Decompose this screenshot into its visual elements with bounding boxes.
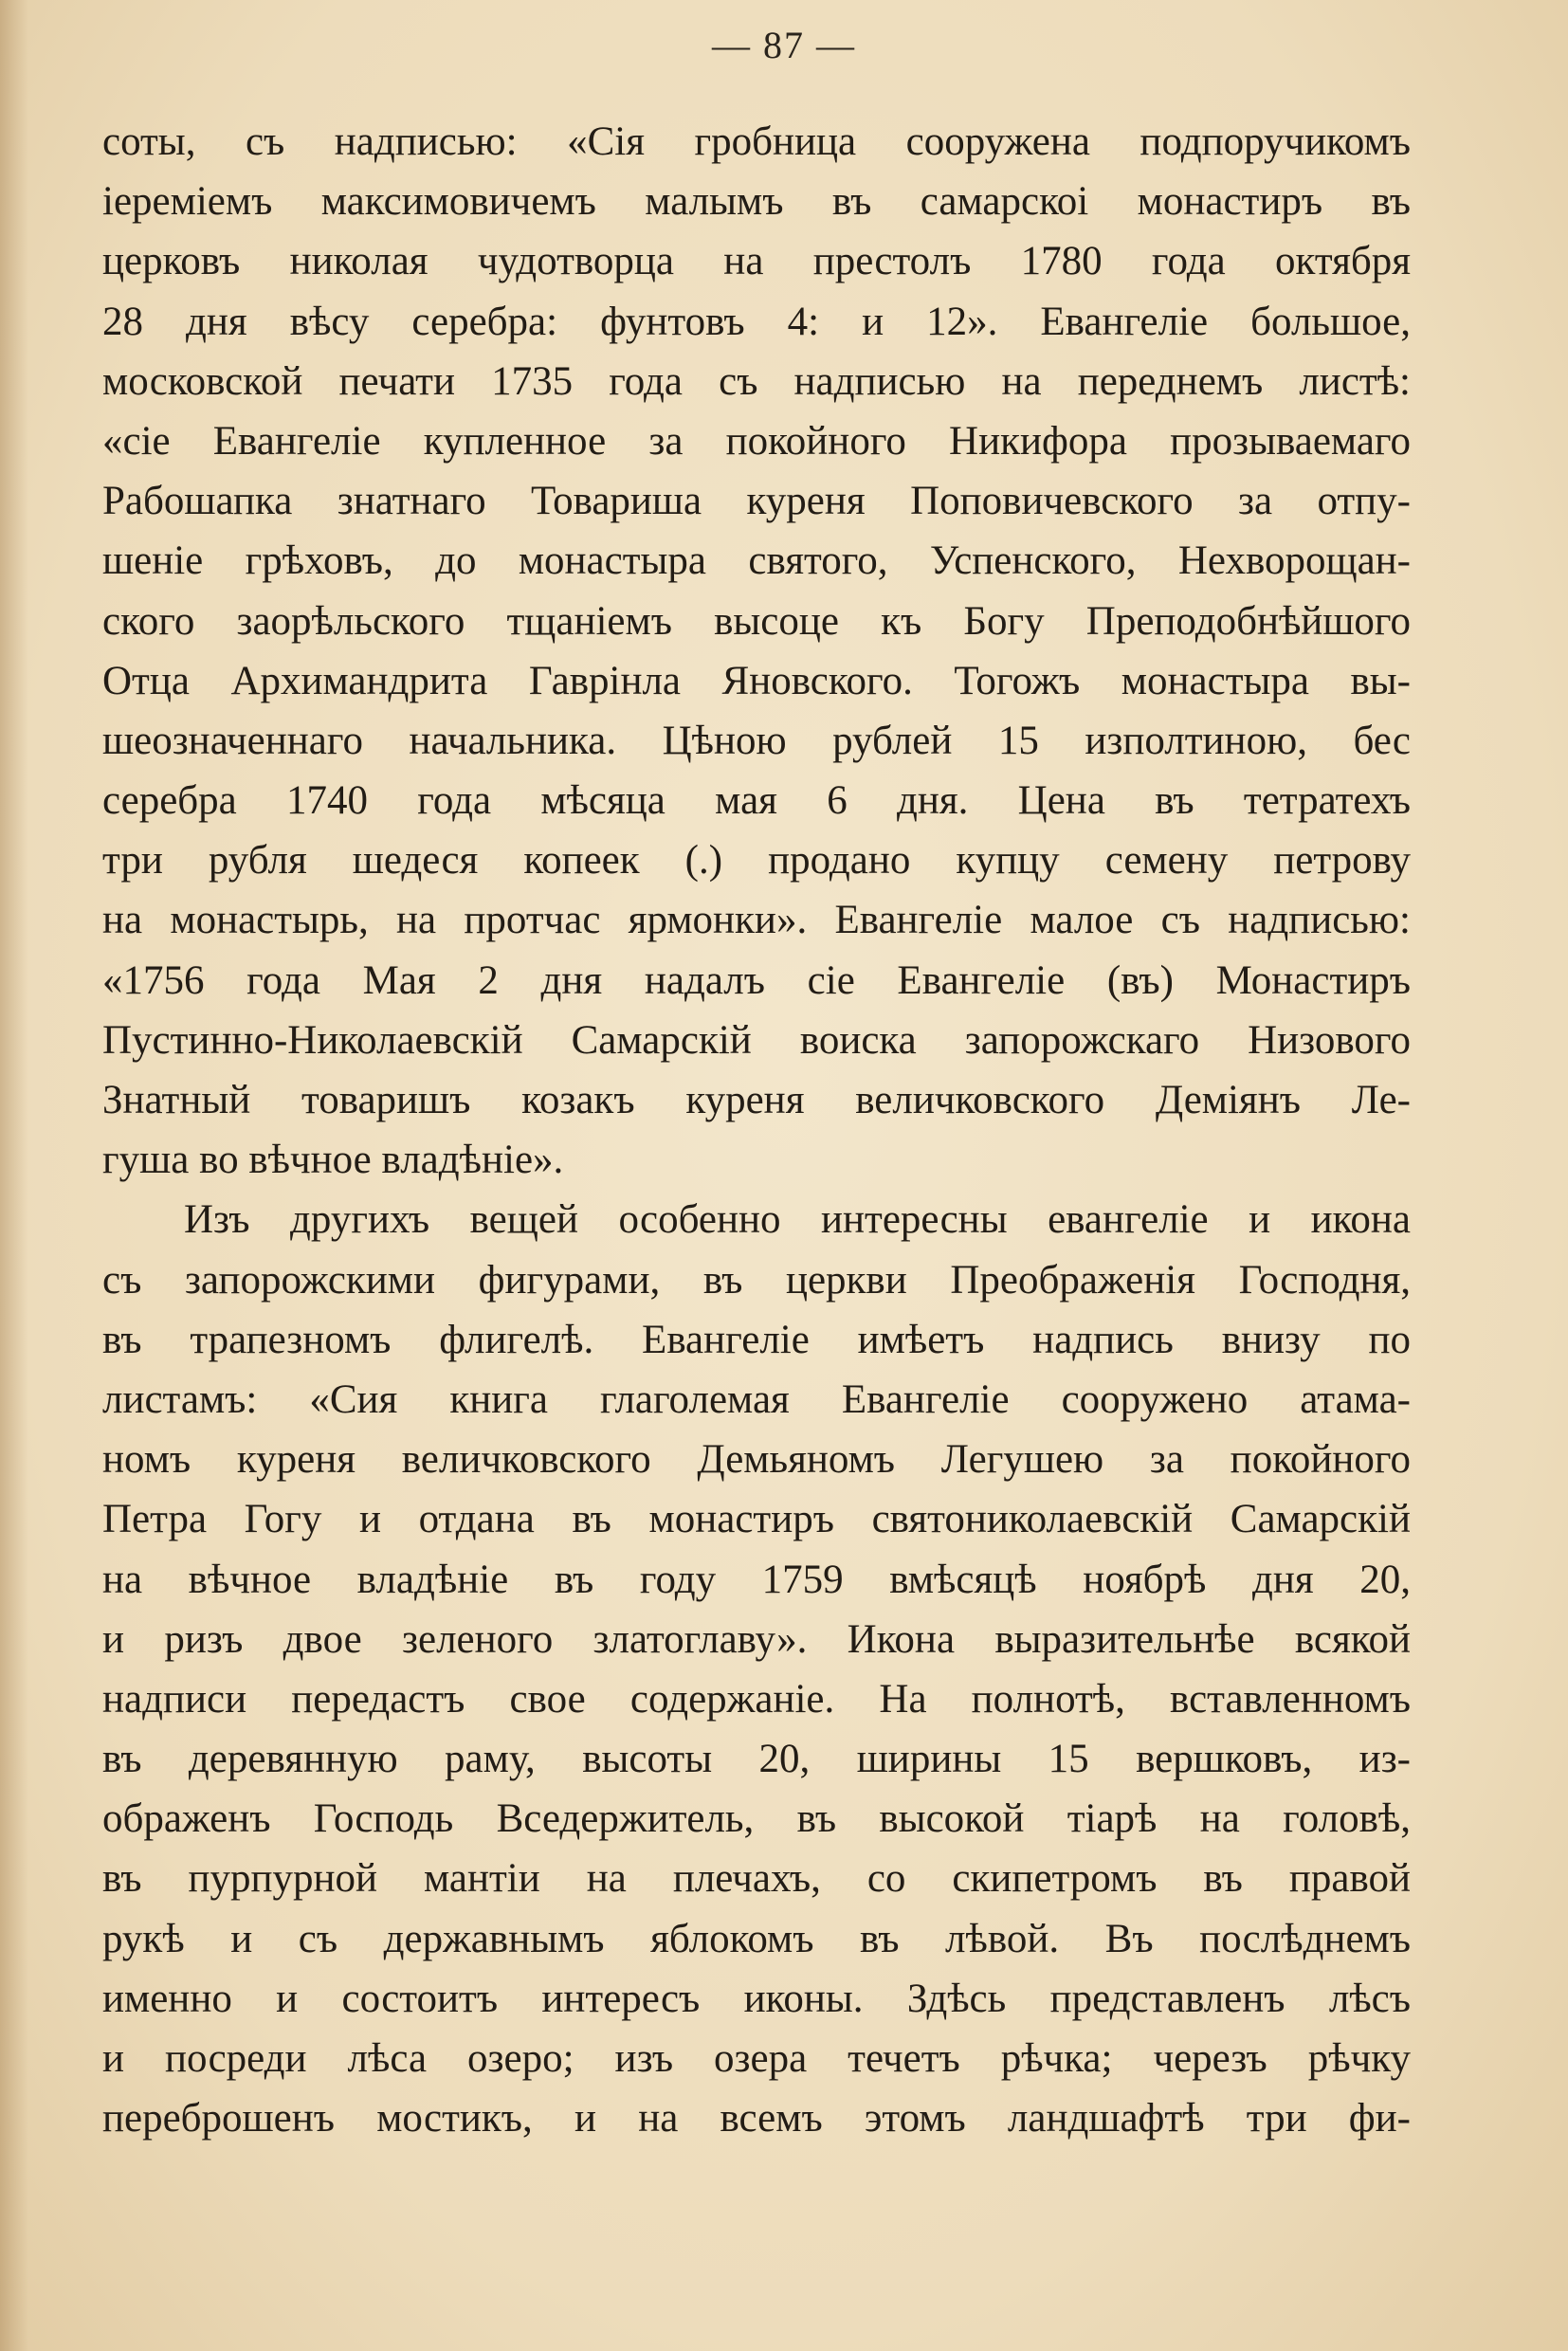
text-line: серебра 1740 года мѣсяца мая 6 дня. Цена въ тетратехъ bbox=[102, 778, 1411, 824]
text-line: церковъ николая чудотворца на престолъ 1780 года октября bbox=[102, 239, 1411, 284]
text-line: въ пурпурной мантіи на плечахъ, со скипетромъ въ правой bbox=[102, 1856, 1411, 1902]
text-line: 28 дня вѣсу серебра: фунтовъ 4: и 12». Евангеліе большое, bbox=[102, 299, 1411, 344]
text-line: на вѣчное владѣніе въ году 1759 вмѣсяцѣ ноябрѣ дня 20, bbox=[102, 1557, 1411, 1602]
text-line: листамъ: «Сия книга глаголемая Евангеліе сооружено атама- bbox=[102, 1376, 1411, 1422]
text-line: Рабошапка знатнаго Товариша куреня Поповичевского за отпу- bbox=[102, 479, 1411, 524]
body-text bbox=[102, 112, 1411, 2148]
text-line: три рубля шедеся копеек (.) продано купцу семену петрову bbox=[102, 838, 1411, 884]
text-line: ображенъ Господь Вседержитель, въ высокой тіарѣ на головѣ, bbox=[102, 1796, 1411, 1842]
text-line: соты, съ надписью: «Сія гробница сооружена подпоручикомъ bbox=[102, 119, 1411, 164]
page-number: — 87 — bbox=[712, 24, 856, 66]
text-line: и ризъ двое зеленого златоглаву». Икона выразительнѣе всякой bbox=[102, 1616, 1411, 1662]
text-line: іереміемъ максимовичемъ малымъ въ самарскоі монастиръ въ bbox=[102, 179, 1411, 225]
text-line: «сіе Евангеліе купленное за покойного Никифора прозываемаго bbox=[102, 418, 1411, 464]
text-line: Изъ другихъ вещей особенно интересны евангеліе и икона bbox=[184, 1197, 1411, 1243]
paragraph-2 bbox=[102, 1190, 1411, 2148]
text-line: въ трапезномъ флигелѣ. Евангеліе имѣетъ надпись внизу по bbox=[102, 1317, 1411, 1362]
text-line: и посреди лѣса озеро; изъ озера течетъ рѣчка; черезъ рѣчку bbox=[102, 2036, 1411, 2081]
page-edge-shadow bbox=[0, 0, 28, 2351]
text-line: номъ куреня величковского Демьяномъ Легушею за покойного bbox=[102, 1437, 1411, 1483]
text-line: ского заорѣльского тщаніемъ высоце къ Богу Преподобнѣйшого bbox=[102, 598, 1411, 644]
text-line: съ запорожскими фигурами, въ церкви Преображенія Господня, bbox=[102, 1257, 1411, 1303]
text-line: на монастырь, на протчас ярмонки». Евангеліе малое съ надписью: bbox=[102, 898, 1411, 943]
text-line: Отца Архимандрита Гаврінла Яновского. Тогожъ монастыра вы- bbox=[102, 658, 1411, 703]
text-line: шеніе грѣховъ, до монастыра святого, Успенского, Нехворощан- bbox=[102, 538, 1411, 584]
text-line: именно и состоитъ интересъ иконы. Здѣсь представленъ лѣсъ bbox=[102, 1976, 1411, 2021]
text-line: «1756 года Мая 2 дня надалъ сіе Евангеліе (въ) Монастиръ bbox=[102, 957, 1411, 1003]
text-line: надписи передастъ свое содержаніе. На полнотѣ, вставленномъ bbox=[102, 1676, 1411, 1722]
text-line: въ деревянную раму, высоты 20, ширины 15 вершковъ, из- bbox=[102, 1737, 1411, 1782]
text-line: Знатный товаришъ козакъ куреня величковского Деміянъ Ле- bbox=[102, 1078, 1411, 1122]
text-line: гуша во вѣчное владѣніе». bbox=[102, 1138, 564, 1183]
text-line: Петра Гогу и отдана въ монастиръ святониколаевскій Самарскій bbox=[102, 1497, 1411, 1542]
paragraph-1 bbox=[102, 112, 1411, 1190]
text-line: переброшенъ мостикъ, и на всемъ этомъ ландшафтѣ три фи- bbox=[102, 2096, 1411, 2141]
text-line: московской печати 1735 года съ надписью на переднемъ листѣ: bbox=[102, 358, 1411, 404]
text-line: рукѣ и съ державнымъ яблокомъ въ лѣвой. Въ послѣднемъ bbox=[102, 1916, 1411, 1961]
text-line: Пустинно-Николаевскій Самарскій воиска запорожскаго Низового bbox=[102, 1017, 1411, 1063]
text-line: шеозначеннаго начальника. Цѣною рублей 15 изполтиною, бес bbox=[102, 718, 1411, 763]
